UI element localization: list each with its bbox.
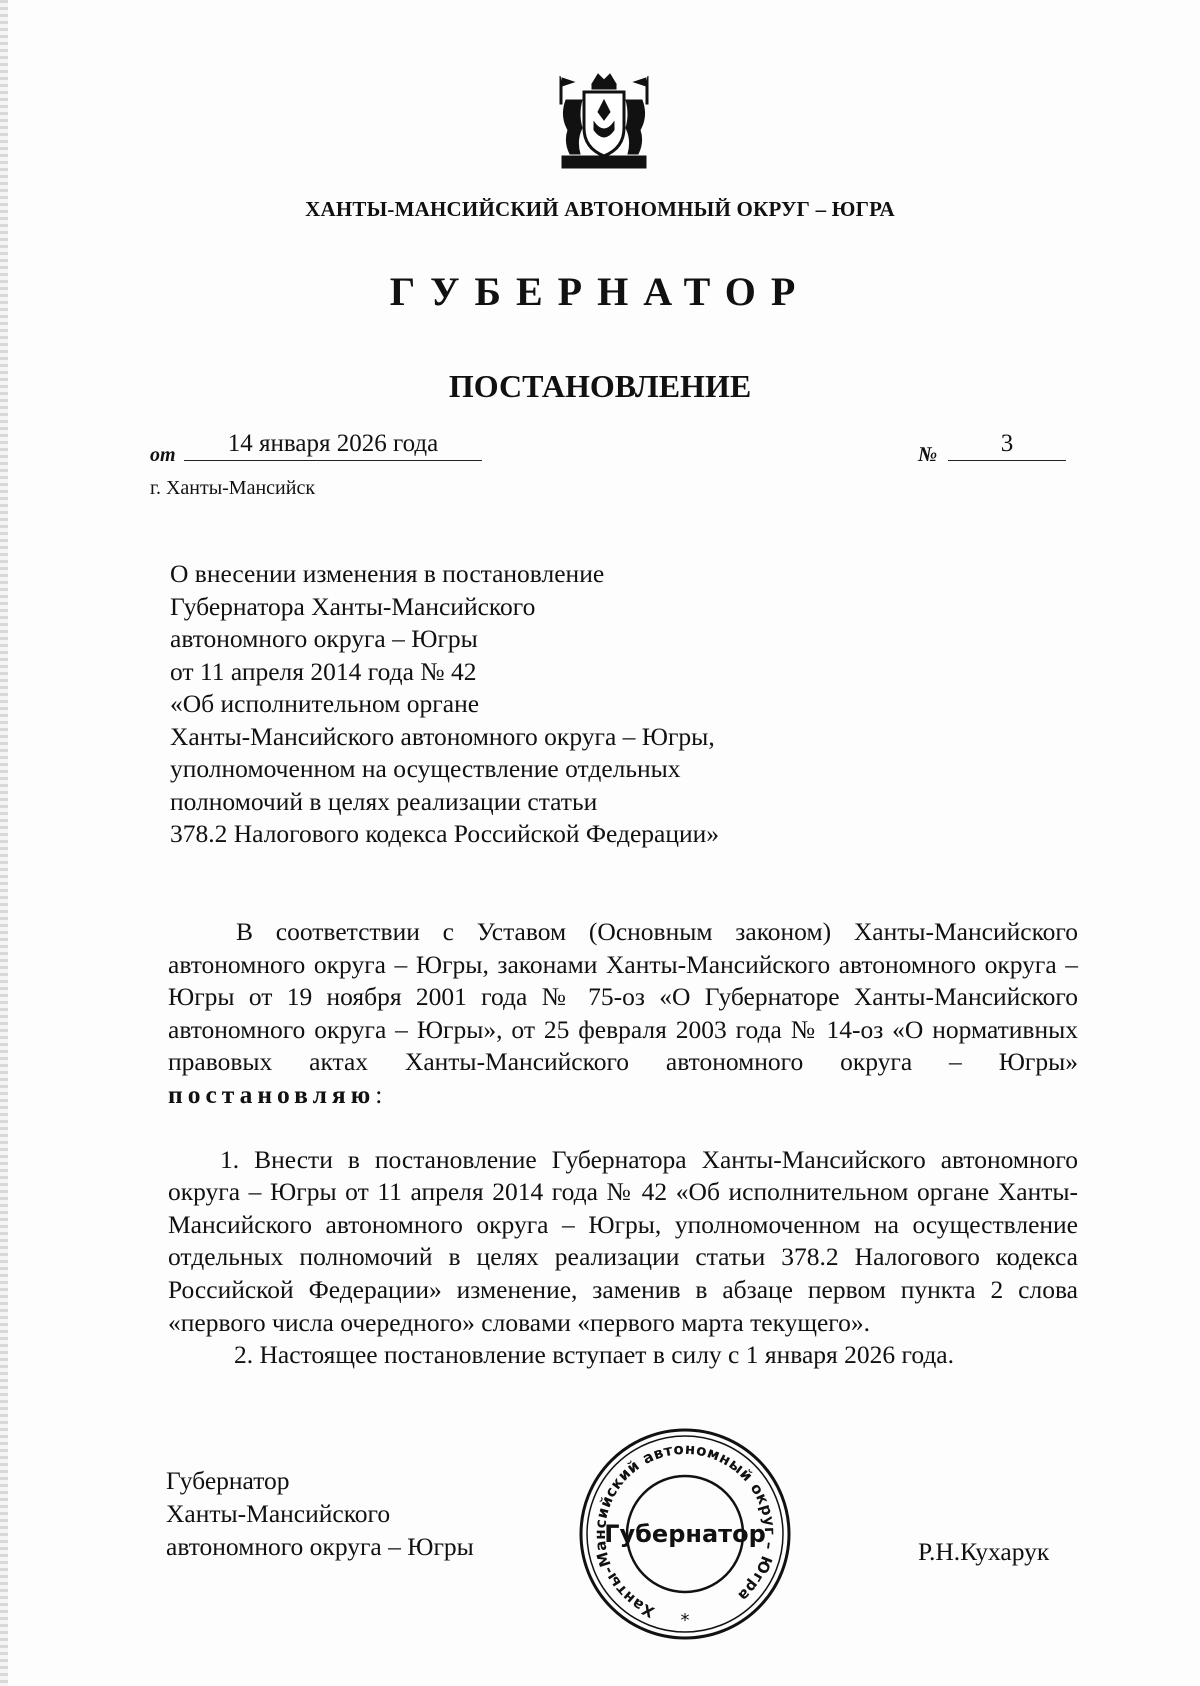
subject-line: автономного округа – Югры xyxy=(170,624,478,653)
subject-line: О внесении изменения в постановление xyxy=(170,559,605,588)
subject-line: от 11 апреля 2014 года № 42 xyxy=(170,656,477,686)
document-subject xyxy=(170,558,790,851)
preamble-text: В соответствии с Уставом (Основным законом) Ханты-Мансийского автономного округа – Югры, законами Ханты-Мансийского автономного округа – Югры от 19 ноября 2001 года № 75-оз «О Губернаторе Ханты-Мансийского автономного округа – Югры», от 25 февраля 2003 года № 14-оз «О нормативных правовых актах Ханты-Мансийского автономного округа – Югры» xyxy=(168,917,1078,1077)
resolve-colon: : xyxy=(375,1079,383,1109)
document-date: 14 января 2026 года xyxy=(184,428,482,461)
page-title: ГУБЕРНАТОР xyxy=(389,269,811,314)
seal-ring-text: Ханты-Мансийский автономный округ – Югра xyxy=(591,1439,780,1622)
seal-star: * xyxy=(680,1610,690,1631)
position-line: Ханты-Мансийского xyxy=(166,1499,391,1528)
region-name: ХАНТЫ-МАНСИЙСКИЙ АВТОНОМНЫЙ ОКРУГ – ЮГРА xyxy=(305,197,895,221)
coat-of-arms-icon xyxy=(548,70,660,172)
subject-line: «Об исполнительном органе xyxy=(170,689,480,718)
scan-edge xyxy=(0,0,8,1686)
date-prefix: от xyxy=(150,444,176,466)
seal-center-text: Губернатор xyxy=(604,1520,766,1548)
subject-line: Ханты-Мансийского автономного округа – Югры, xyxy=(170,721,715,751)
signatory-name: Р.Н.Кухарук xyxy=(918,1537,1050,1566)
resolve-word: постановляю xyxy=(168,1079,376,1109)
city: г. Ханты-Мансийск xyxy=(150,477,316,499)
subject-line: 378.2 Налогового кодекса Российской Федерации» xyxy=(170,819,720,848)
subject-line: уполномоченном на осуществление отдельных xyxy=(170,754,681,783)
item-2: 2. Настоящее постановление вступает в силу с 1 января 2026 года. xyxy=(234,1340,955,1370)
subject-line: полномочий в целях реализации статьи xyxy=(170,786,598,816)
document-body xyxy=(168,916,1078,1372)
signatory-position xyxy=(166,1464,474,1563)
subject-line: Губернатора Ханты-Мансийского xyxy=(170,591,536,621)
number-sign: № xyxy=(918,442,938,466)
official-seal xyxy=(574,1420,796,1648)
position-line: Губернатор xyxy=(166,1466,290,1495)
document-number: 3 xyxy=(948,428,1066,461)
preamble-paragraph xyxy=(168,916,1078,1112)
item-1: 1. Внести в постановление Губернатора Ханты-Мансийского автономного округа – Югры от 11 апреля 2014 года № 42 «Об исполнительном органе Ханты-Мансийского автономного округа – Югры, уполномоченном на осуществление отдельных полномочий в целях реализации статьи 378.2 Налогового кодекса Российской Федерации» изменение, заменив в абзаце первом пункта 2 слова «первого числа очередного» словами «первого марта текущего». xyxy=(168,1144,1078,1337)
position-line: автономного округа – Югры xyxy=(166,1532,474,1561)
document-type: ПОСТАНОВЛЕНИЕ xyxy=(448,368,752,404)
